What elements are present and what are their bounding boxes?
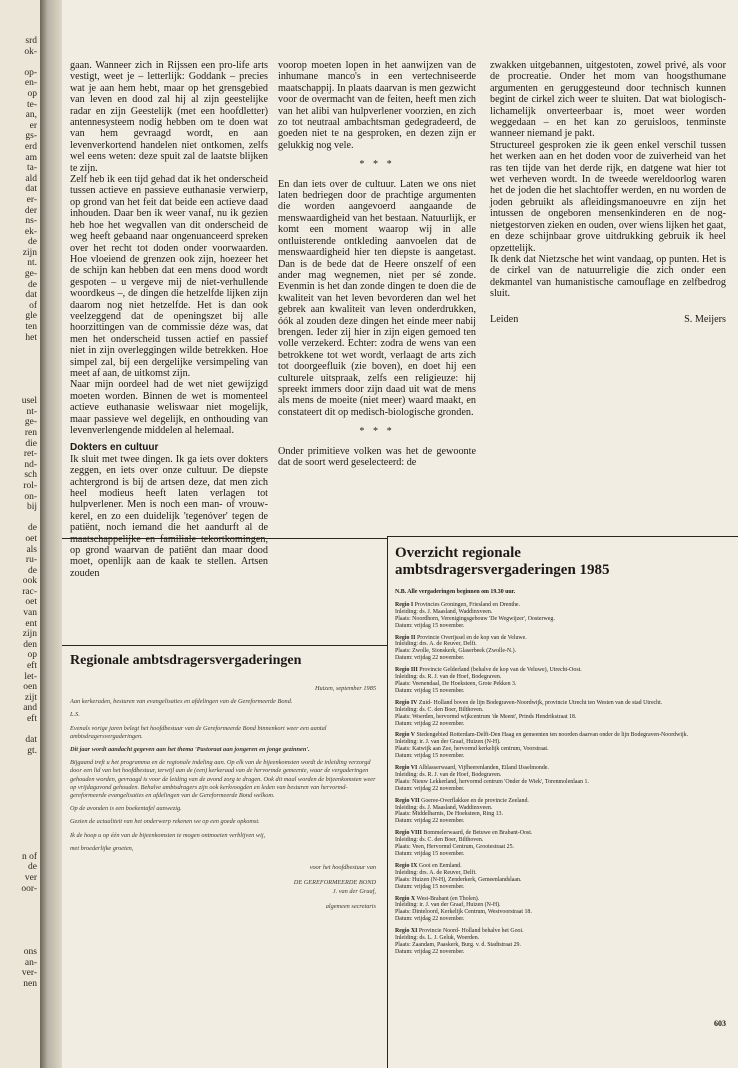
previous-page-text-fragment: ret- — [23, 449, 37, 460]
region-plaats: Plaats: Zaandam, Paaskerk, Burg. v. d. Stadtstraat 29. — [395, 941, 521, 948]
previous-page-text-fragment: ek- — [24, 226, 37, 237]
region-datum: Datum: vrijdag 22 november. — [395, 916, 465, 923]
schedule-note: N.B. Alle vergaderingen beginnen om 19.30 uur. — [395, 589, 516, 595]
previous-page-text-fragment: er- — [26, 194, 37, 205]
region-inleiding: Inleiding: ir. J. van der Graaf, Huizen (N-H). — [395, 739, 501, 746]
region-datum: Datum: vrijdag 15 november. — [395, 687, 465, 694]
region-heading — [395, 700, 730, 707]
previous-page-text-fragment: nd- — [24, 459, 37, 470]
region-entry — [395, 635, 730, 663]
previous-page-text-fragment: ons — [23, 947, 37, 958]
region-datum: Datum: vrijdag 15 november. — [395, 883, 465, 890]
section-divider: * * * — [359, 159, 395, 171]
schedule-title-line: ambtsdragersvergaderingen 1985 — [395, 562, 610, 578]
previous-page-text-fragment: dat — [25, 290, 37, 301]
region-label: Regio VIII — [395, 830, 422, 837]
region-label: Regio X — [395, 895, 416, 902]
region-datum: Datum: vrijdag 22 november. — [395, 818, 465, 825]
paragraph: voorop moeten lopen in het aanwijzen van de inhumane manco's in een vertechniseerde maatschappij. In plaats daarvan is men gezwicht voor de overmacht van de feiten, heeft men zich van het alibi van hulpverlener voorzien, en zich zo tot neutraal ambachtsman gedegradeerd, de goeden niet te na gesproken, en dezen zijn er gelukkig nog vele. — [278, 60, 476, 151]
region-entry — [395, 667, 730, 695]
previous-page-text-fragment: dat — [25, 184, 37, 195]
previous-page-text-fragment — [0, 725, 40, 736]
region-label: Regio IX — [395, 862, 418, 869]
previous-page-text-fragment: der — [24, 205, 37, 216]
previous-page-text-fragment — [0, 364, 40, 375]
region-inleiding: Inleiding: ds. C. den Boer, Bilthoven. — [395, 706, 484, 713]
divider-line — [62, 538, 388, 539]
paragraph: En dan iets over de cultuur. Laten we ons niet laten bedriegen door de prachtige argumenten die worden aangevoerd aangaande de menswaardigheid van het bestaan. Natuurlijk, er komt een moment waarop wij in alle ontluisterende ontkleding aanvoelen dat de menswaardigheid hier ten diepste is aangetast. Dan is de bede dat de Heere onszelf of een ander mag wegnemen, niet per sé zonde. Evenmin is het dan zonde dingen te doen die de kwaliteit van het leven bevorderen dan wel het gebrek aan kwaliteit van leven onderdrukken, óók al zouden deze dingen het einde meer nabij brengen. Ieder zij hier in zijn eigen gemoed ten volle verzekerd. Echter: zodra de wens van een betrokkene tot wet wordt, verlaagt de arts zich tot doorgeefluik (zie boven), en doet hij een culturele uitspraak, zelfs een religieuze: hij spreekt immers door zijn daad uit wat de mens als mens de moeite (niet meer) waard maakt, en constateert dit op medisch-biologische gronden. — [278, 178, 476, 418]
region-area: West-Brabant (en Tholen). — [416, 895, 480, 902]
previous-page-text-fragment: am — [25, 152, 37, 163]
region-entry — [395, 863, 730, 891]
previous-page-text-fragment — [0, 926, 40, 937]
region-plaats: Plaats: Middelharnis, De Hoeksteen, Ring 13. — [395, 811, 503, 818]
article-signature — [490, 314, 726, 325]
region-area: Provincies Groningen, Friesland en Drenthe. — [414, 601, 521, 608]
paragraph: zwakken uitgebannen, uitgestoten, zowel privé, als voor de procreatie. Onder het mom van hoogsthumane argumenten en geruggesteund door technisch kunnen begint de cirkel zich weer te sluiten. Dat wat biologisch-lichamelijk onverteerbaar is, moet weer worden weggedaan – en het kan zo geruisloos, tenminste wanneer niemand je pakt. — [490, 60, 726, 140]
previous-page-text-fragment: en- — [24, 78, 37, 89]
region-label: Regio XI — [395, 928, 418, 935]
previous-page-text-fragment: er — [29, 120, 37, 131]
previous-page-text-fragment: die — [25, 438, 37, 449]
region-heading — [395, 765, 730, 772]
announcement-letter — [62, 645, 384, 1065]
paragraph: Bijgaand treft u het programma en de regionale indeling aan. Op elk van de bijeenkomsten wordt de inleiding verzorgd door een lid van het hoofdbestuur, terwijl aan de (een) kerkeraad van de hervormde gemeente, waar de vergaderingen gehouden worden, gevraagd is voor de leiding van de avond zorg te dragen. Ook dit maal worden de bijeenkomsten weer op vrijdagavond gehouden. Behalve ambtsdragers zijn ook kerkvoogden en leden van besturen van hervormd-gereformeerde evangelisaties en afdelingen van de Gereformeerde Bond welkom. — [70, 759, 376, 800]
paragraph: Structureel gesproken zie ik geen enkel verschil tussen het werken aan en het doden voor de zuiverheid van het ras ten tijde van het derde rijk, en datgene wat hier tot wet verheven wordt. In de tweede wereldoorlog waren het de joden die het slachtoffer werden, en nu worden de joden gebruikt als afleidingsmanoeuvre en zijn het intussen de ongeboren mensenkinderen en de nog-nietgestorven zieken en ouden, over wiens lijken het gaat, en deze schijnbaar grove uitdrukking gebruik ik heel opzettelijk. — [490, 139, 726, 254]
previous-page-text-fragment: let- — [24, 671, 37, 682]
region-inleiding: Inleiding: drs. A. de Reuver, Delft. — [395, 869, 477, 876]
previous-page-text-fragment: n of — [21, 851, 37, 862]
region-area: Alblasserwaard, Vijfheerenlanden, Eiland IJsselmonde. — [418, 765, 549, 772]
region-area: Zuid- Holland boven de lijn Bodegraven-Noordwijk, provincie Utrecht ten Westen van de stad Utrecht. — [418, 699, 663, 706]
region-label: Regio III — [395, 667, 418, 674]
region-area: Gooi en Eemland. — [418, 862, 462, 869]
paragraph: Zelf heb ik een tijd gehad dat ik het onderscheid tussen actieve en passieve euthanasie verwierp, op grond van het feit dat beide een actieve daad inhouden. Daar ben ik weer vanaf, nu ik gezien heb hoe het wegvallen van dit onderscheid de weg heeft gebaand naar ongenuanceerd spreken over het recht tot doden onder voorwaarden. Hoe vloeiend de grenzen ook zijn, hoezeer het de schijn kan hebben dat een mens dood wordt gespoten – u vergeve mij de niet-verhullende woordkeus –, de dingen die hetzelfde lijken zijn daarom nog niet hetzelfde. Het is dan ook veelzeggend dat de openingszet bij alle hoorzittingen van de commissie déze was, dat men het onderscheid tussen actief en passief niet in zijn overleggingen wilde betrekken. Hoe simpel zal, bij een dergelijke versimpeling van meet af aan, de uitkomst zijn. — [70, 174, 268, 379]
previous-page-text-fragment — [0, 386, 40, 397]
region-plaats: Plaats: Veen, Hervormd Centrum, Grootestraat 25. — [395, 844, 514, 851]
magazine-page — [62, 0, 738, 1068]
previous-page-text-fragment — [0, 915, 40, 926]
schedule-title-line: Overzicht regionale — [395, 545, 521, 561]
region-entry — [395, 896, 730, 924]
previous-page-text-fragment: nt. — [27, 258, 37, 269]
paragraph: Naar mijn oordeel had de wet niet gewijzigd moeten worden. Binnen de wet is momenteel actieve euthanasie weliswaar niet mogelijk, maar passieve wel degelijk, en onthouding van levenverlengende middelen al helemaal. — [70, 379, 268, 436]
signature-line: J. van der Graaf, — [332, 888, 376, 896]
previous-page-text-fragment — [0, 788, 40, 799]
previous-page-text-fragment: van — [23, 608, 37, 619]
region-plaats: Plaats: Dinteloord, Kerkelijk Centrum, Westvoorstraat 18. — [395, 909, 532, 916]
region-label: Regio VII — [395, 797, 420, 804]
previous-page-text-fragment — [0, 343, 40, 354]
previous-page-text-fragment — [0, 905, 40, 916]
previous-page-text-fragment — [0, 809, 40, 820]
paragraph: Evenals vorige jaren belegt het hoofdbestuur van de Gereformeerde Bond binnenkort weer een aantal ambtsdragersvergaderingen. — [70, 724, 327, 740]
region-datum: Datum: vrijdag 15 november. — [395, 753, 465, 760]
previous-page-text-fragment — [0, 778, 40, 789]
address: Aan kerkeraden, besturen van evangelisaties en afdelingen van de Gereformeerde Bond. — [70, 698, 293, 706]
region-label: Regio I — [395, 601, 414, 608]
previous-page-text-fragment: op — [27, 650, 37, 661]
region-entry — [395, 700, 730, 728]
region-inleiding: Inleiding: ds. J. Maasland, Waddinxveen. — [395, 804, 493, 811]
article-column-2 — [278, 60, 476, 468]
region-area: Bommelerwaard, de Betuwe en Brabant-Oost. — [423, 830, 533, 837]
previous-page-text-fragment: rac- — [22, 586, 37, 597]
region-plaats: Plaats: Noordhorn, Verenigingsgebouw 'De Wegwijzer', Oosterweg. — [395, 615, 555, 622]
paragraph: Gezien de actualiteit van het onderwerp rekenen we op een goede opkomst. — [70, 818, 260, 826]
previous-page-text-fragment — [0, 375, 40, 386]
previous-page-text-fragment: gt. — [27, 745, 37, 756]
page-number: 603 — [714, 1019, 726, 1028]
previous-page-text-fragment: gle — [25, 311, 37, 322]
section-divider: * * * — [359, 426, 395, 438]
previous-page-text-fragment — [0, 936, 40, 947]
region-inleiding: Inleiding: ds. L. J. Geluk, Woerden. — [395, 935, 480, 942]
previous-page-text-fragment — [0, 767, 40, 778]
previous-page-text-fragment: de — [28, 237, 37, 248]
region-label: Regio IV — [395, 699, 418, 706]
region-heading — [395, 928, 730, 935]
paragraph: Ik sluit met twee dingen. Ik ga iets over dokters zeggen, en iets over onze cultuur. De diepste achtergrond is bij de artsen deze, dat men zich heel modieus heeft laten verlagen tot hulpverlener. Men is noch een man- of vrouw-kerel, en zo een duidelijk 'tegenóver' tegen de patiënt, noch iemand die het aandurft al de maatschappelijke en familiale tekortkomingen, op grond waarvan de patiënt dan maar dood moet, openlijk aan de kaak te stellen. Artsen zouden — [70, 453, 268, 579]
region-entry — [395, 830, 730, 858]
region-plaats: Plaats: Katwijk aan Zee, hervormd kerkelijk centrum, Voorstraat. — [395, 746, 549, 753]
previous-page-text-fragment: ald — [25, 173, 37, 184]
paragraph: Ik de hoop u op één van de bijeenkomsten te mogen ontmoeten verblijven wij, — [70, 831, 266, 839]
article-column-3 — [490, 60, 726, 325]
subheading: Dokters en cultuur — [70, 442, 159, 454]
previous-page-text-fragment: het — [25, 332, 37, 343]
region-area: Provincie Gelderland (behalve de kop van de Veluwe), Utrecht-Oost. — [419, 667, 582, 674]
signature-line: algemeen secretaris — [325, 903, 376, 911]
region-datum: Datum: vrijdag 15 november. — [395, 622, 465, 629]
previous-page-text-fragment: an- — [24, 957, 37, 968]
previous-page-text-fragment — [0, 57, 40, 68]
region-label: Regio V — [395, 732, 416, 739]
author: S. Meijers — [684, 313, 726, 325]
region-inleiding: Inleiding: drs. A. de Reuver, Delft. — [395, 641, 477, 648]
region-plaats: Plaats: Huizen (N-H), Zenderkerk, Gemeenlandslaan. — [395, 876, 522, 883]
previous-page-text-fragment — [0, 820, 40, 831]
signature-line: voor het hoofdbestuur van — [309, 864, 376, 872]
paragraph: gaan. Wanneer zich in Rijssen een pro-life arts vestigt, weet je – letterlijk: Goddank – precies wat je aan hem hebt, maar op het grensgebied van leven en dood zal hij al zijn geestelijke radar en zijn Geestelijk (met een hoofdletter) antennesysteem nodig hebben om te doen wat van hem gevraagd wordt, en aan levenverkortend handelen niet ontkomen, zelfs wel eens weten: deze spuit zal de laatste blijken te zijn. — [70, 60, 268, 174]
previous-page-text-fragment: ren — [24, 427, 37, 438]
region-datum: Datum: vrijdag 22 november. — [395, 948, 465, 955]
region-entry — [395, 928, 730, 956]
previous-page-text-fragment: nen — [23, 978, 37, 989]
place: Leiden — [490, 313, 519, 325]
previous-page-text-fragment: ru- — [25, 555, 37, 566]
region-inleiding: Inleiding: ds. R. J. van de Hoef, Bodegraven. — [395, 674, 502, 681]
region-datum: Datum: vrijdag 22 november. — [395, 655, 465, 662]
paragraph: Op de avonden is een boekentafel aanwezig. — [70, 805, 182, 813]
region-entry — [395, 798, 730, 826]
region-entry — [395, 732, 730, 760]
region-heading — [395, 863, 730, 870]
schedule-title — [395, 545, 738, 579]
paragraph: met broederlijke groeten, — [70, 844, 134, 852]
paragraph: Dit jaar wordt aandacht gegeven aan het thema 'Pastoraat aan jongeren en jonge gezinnen'. — [70, 746, 310, 754]
region-inleiding: Inleiding: ds. R. J. van de Hoef, Bodegraven. — [395, 771, 502, 778]
previous-page-text-fragment: on- — [24, 491, 37, 502]
region-area: Goeree-Overflakkee en de provincie Zeeland. — [421, 797, 529, 804]
region-inleiding: Inleiding: ds. C. den Boer, Bilthoven. — [395, 837, 484, 844]
region-label: Regio VI — [395, 765, 418, 772]
previous-page-text-fragment: de — [28, 523, 37, 534]
region-area: Provincie Noord- Holland behalve het Gooi. — [418, 928, 524, 935]
previous-page-text-fragment: ent — [25, 618, 37, 629]
region-heading — [395, 830, 730, 837]
previous-page-text-fragment: op — [27, 88, 37, 99]
region-area: Provincie Overijssel en de kop van de Veluwe. — [416, 634, 527, 641]
region-plaats: Plaats: Woerden, hervormd wijkcentrum 'de Meent', Prinds Hendrikstraat 18. — [395, 713, 577, 720]
previous-page-text-fragment: op- — [24, 67, 37, 78]
previous-page-text-fragment: eft — [26, 714, 37, 724]
signature-line: DE GEREFORMEERDE BOND — [293, 879, 376, 887]
dateline: Huizen, september 1985 — [314, 685, 376, 692]
paragraph: Onder primitieve volken was het de gewoonte dat de soort werd geselecteerd: de — [278, 445, 476, 468]
letter-body — [70, 685, 376, 911]
previous-page-text-fragment: srd — [25, 36, 37, 46]
region-heading — [395, 798, 730, 805]
previous-page-text-fragment: als — [26, 544, 37, 555]
previous-page-text-fragment: ver — [24, 872, 37, 883]
book-binding — [40, 0, 62, 1068]
previous-page-text-fragment: rol- — [23, 480, 37, 491]
previous-page-text-fragment: den — [23, 639, 37, 650]
region-datum: Datum: vrijdag 22 november. — [395, 720, 465, 727]
salutation: L.S. — [70, 711, 80, 719]
paragraph: Ik denk dat Nietzsche het wint vandaag, op punten. Het is de cirkel van de natuurreligie die zich onder een dekmantel van humanistische camouflage en zelfbedrog sluit. — [490, 253, 726, 300]
previous-page-text-fragment: de — [28, 565, 37, 576]
previous-page-text-fragment — [0, 354, 40, 365]
previous-page-text-fragment: oet — [25, 533, 37, 544]
previous-page-text-fragment: oet — [25, 597, 37, 608]
previous-page-text-fragment: zijt — [24, 692, 37, 703]
region-plaats: Plaats: Veenendaal, De Hoeksteen, Grote Pekken 3. — [395, 680, 517, 687]
region-heading — [395, 602, 730, 609]
previous-page-edge — [0, 0, 41, 1068]
previous-page-text-fragment: usel — [21, 396, 37, 407]
previous-page-text-fragment: of — [29, 300, 37, 311]
previous-page-text-fragment: bij — [26, 502, 37, 513]
previous-page-text-fragment: ge- — [24, 269, 37, 280]
previous-page-text-fragment: an, — [25, 110, 37, 121]
article-column-1 — [70, 60, 268, 579]
previous-page-text-fragment: ver- — [21, 968, 37, 979]
previous-page-text-fragment: oor- — [21, 883, 37, 894]
previous-page-text-fragment: ook — [22, 576, 37, 587]
region-datum: Datum: vrijdag 15 november. — [395, 851, 465, 857]
previous-page-text-fragment: zijn — [22, 247, 37, 258]
previous-page-text-fragment: ten — [25, 322, 37, 333]
region-datum: Datum: vrijdag 22 november. — [395, 785, 465, 792]
previous-page-text-fragment: and — [23, 703, 37, 714]
region-inleiding: Inleiding: ir. J. van der Graaf, Huizen (N-H). — [395, 902, 501, 909]
previous-page-text-fragment: ns- — [25, 216, 37, 227]
previous-page-text-fragment: ok- — [24, 46, 37, 57]
previous-page-text-fragment: oen — [23, 682, 37, 693]
previous-page-text-fragment: gs- — [25, 131, 37, 142]
region-label: Regio II — [395, 634, 416, 641]
previous-page-text-fragment: sch — [24, 470, 37, 481]
previous-page-text-fragment: de — [28, 279, 37, 290]
previous-page-text-fragment: zijn — [22, 629, 37, 640]
region-list — [395, 589, 730, 961]
previous-page-text-fragment: de — [28, 862, 37, 873]
regional-schedule — [387, 537, 738, 1065]
previous-page-text-fragment — [0, 513, 40, 524]
previous-page-text-fragment — [0, 894, 40, 905]
previous-page-text-fragment: dat — [25, 735, 37, 746]
previous-page-text-fragment: te- — [26, 99, 37, 110]
previous-page-text-fragment — [0, 831, 40, 842]
region-entry — [395, 765, 730, 793]
previous-page-text-fragment: eft — [26, 661, 37, 672]
previous-page-text-fragment — [0, 799, 40, 810]
region-inleiding: Inleiding: ds. J. Maasland, Waddinxveen. — [395, 608, 493, 615]
region-entry — [395, 602, 730, 630]
previous-page-text-fragment: ge- — [24, 417, 37, 428]
previous-page-text-fragment — [0, 841, 40, 852]
previous-page-text-fragment: erd — [24, 141, 37, 152]
previous-page-text-fragment — [0, 756, 40, 767]
region-plaats: Plaats: Zwolle, Sionskerk, Glaserbeek (Zwolle-N.). — [395, 648, 517, 655]
letter-title: Regionale ambtsdragersvergaderingen — [70, 653, 302, 668]
previous-page-text-fragment: ta- — [26, 163, 37, 174]
previous-page-text-fragment: nt- — [26, 406, 37, 417]
region-area: Stedengebied Rotterdam-Delft-Den Haag en gemeenten ten noorden daarvan onder de lijn Bodegraven-Noordwijk. — [416, 732, 689, 739]
region-plaats: Plaats: Nieuw Lekkerland, hervormd centrum 'Onder de Wiek', Torenmolenlaan 1. — [395, 778, 589, 785]
